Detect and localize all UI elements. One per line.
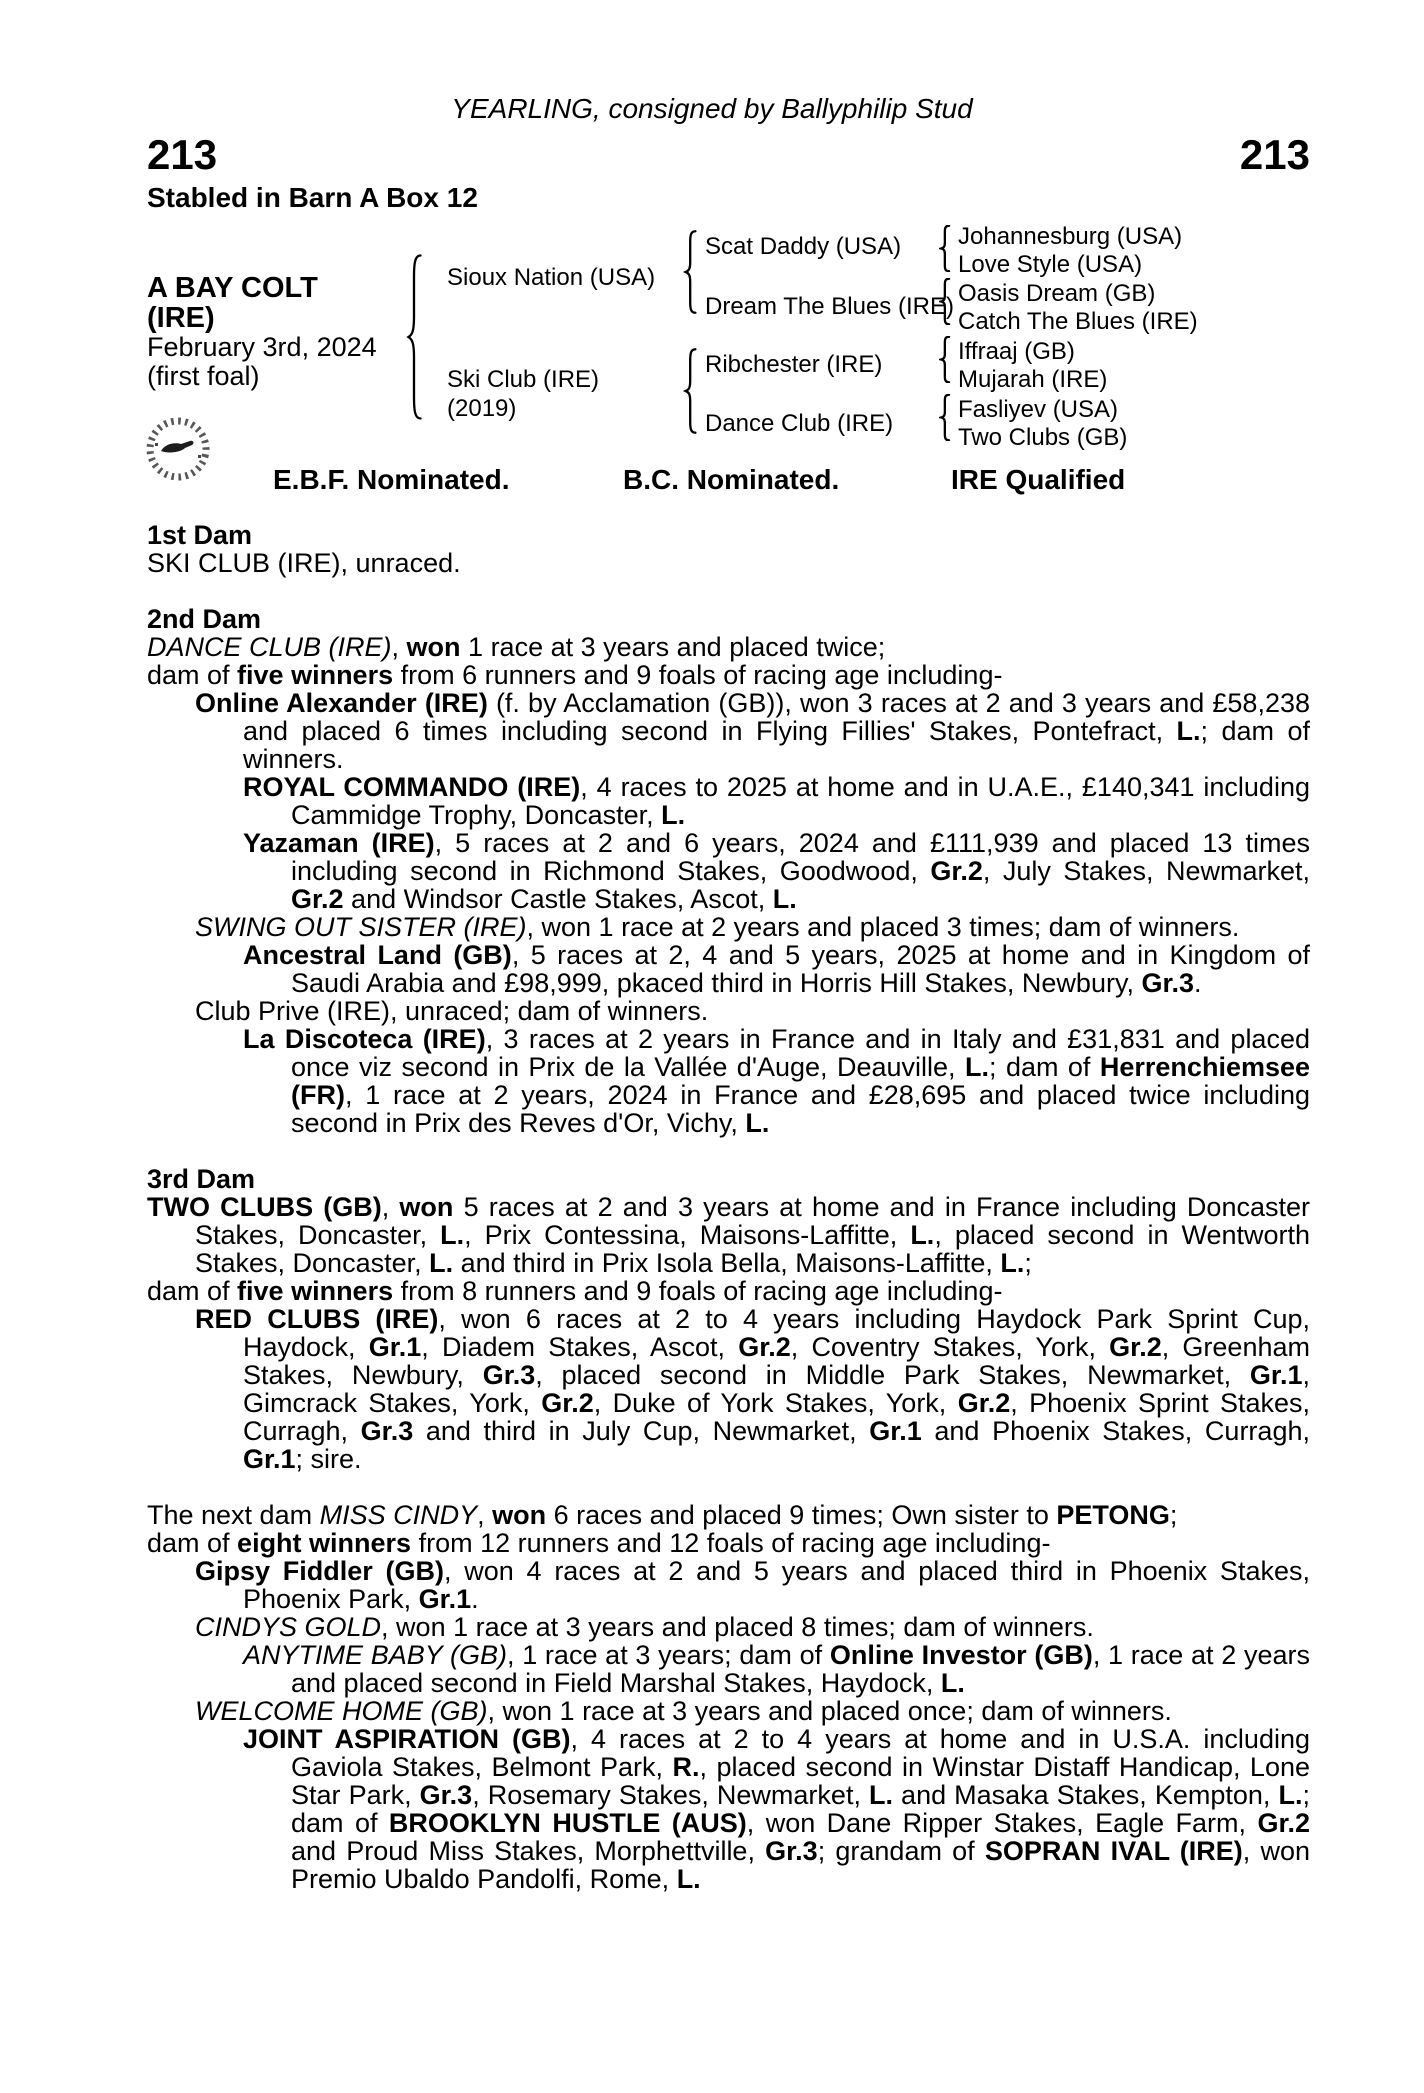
horse-foal-note: (first foal) xyxy=(147,361,260,391)
great-grandparent-2: Love Style (USA) xyxy=(958,251,1143,278)
horse-name: A BAY COLT xyxy=(147,272,318,304)
pedigree-paragraph: SWING OUT SISTER (IRE), won 1 race at 2 years and placed 3 times; dam of winners. xyxy=(195,912,1240,942)
lot-number-right: 213 xyxy=(1239,131,1310,178)
great-grandparent-1: Johannesburg (USA) xyxy=(958,223,1183,250)
section-header: 2nd Dam xyxy=(147,604,262,634)
page-title: YEARLING, consigned by Ballyphilip Stud xyxy=(451,93,973,124)
ire-qualified: IRE Qualified xyxy=(951,464,1126,495)
pedigree-paragraph: CINDYS GOLD, won 1 race at 3 years and placed 8 times; dam of winners. xyxy=(195,1612,1094,1642)
pedigree-paragraph: Yazaman (IRE), 5 races at 2 and 6 years, 2024 and £111,939 and placed 13 times including second in Richmond Stakes, Goodwood, Gr.2, July Stakes, Newmarket, Gr.2 and Windsor Castle Stakes, Ascot, L. xyxy=(243,828,1310,914)
pedigree-paragraph: ROYAL COMMANDO (IRE), 4 races to 2025 at home and in U.A.E., £140,341 including Cammidge Trophy, Doncaster, L. xyxy=(243,772,1310,830)
pedigree-paragraph: TWO CLUBS (GB), won 5 races at 2 and 3 years at home and in France including Doncaster Stakes, Doncaster, L., Prix Contessina, Maisons-Laffitte, L., placed second in Wentworth Stakes, Doncaster, L. and third in Prix Isola Bella, Maisons-Laffitte, L.; xyxy=(147,1192,1311,1278)
great-grandparent-3: Oasis Dream (GB) xyxy=(958,280,1156,307)
pedigree-paragraph: The next dam MISS CINDY, won 6 races and placed 9 times; Own sister to PETONG; xyxy=(147,1500,1178,1530)
pedigree-table xyxy=(147,225,1310,460)
pedigree-section xyxy=(147,1165,1310,1473)
pedigree-text xyxy=(147,521,1310,1893)
horse-foaling-date: February 3rd, 2024 xyxy=(147,332,377,362)
pedigree-brace-gg4 xyxy=(939,394,952,441)
stabling-note: Stabled in Barn A Box 12 xyxy=(147,182,478,213)
section-header: 1st Dam xyxy=(147,520,253,550)
pedigree-paragraph: dam of eight winners from 12 runners and 12 foals of racing age including- xyxy=(147,1528,1051,1558)
dam-name: Ski Club (IRE) xyxy=(447,366,600,393)
nominations-row xyxy=(147,465,1310,495)
pedigree-paragraph: ANYTIME BABY (GB), 1 race at 3 years; dam of Online Investor (GB), 1 race at 2 years and placed second in Field Marshal Stakes, Haydock, L. xyxy=(243,1640,1311,1698)
pedigree-brace-gg1 xyxy=(939,225,952,272)
pedigree-paragraph: dam of five winners from 6 runners and 9 foals of racing age including- xyxy=(147,660,1003,690)
lot-number-row xyxy=(147,131,1310,178)
pedigree-paragraph: La Discoteca (IRE), 3 races at 2 years in France and in Italy and £31,831 and placed once viz second in Prix de la Vallée d'Auge, Deauville, L.; dam of Herrenchiemsee (FR), 1 race at 2 years, 2024 in France and £28,695 and placed twice including second in Prix des Reves d'Or, Vichy, L. xyxy=(243,1024,1311,1138)
dam-year: (2019) xyxy=(447,395,517,422)
pedigree-section xyxy=(147,1501,1310,1893)
great-grandparent-4: Catch The Blues (IRE) xyxy=(958,308,1198,335)
great-grandparent-7: Fasliyev (USA) xyxy=(958,396,1119,423)
granddam-1: Dream The Blues (IRE) xyxy=(705,293,954,320)
sire-name: Sioux Nation (USA) xyxy=(447,264,656,291)
pedigree-paragraph: Online Alexander (IRE) (f. by Acclamation (GB)), won 3 races at 2 and 3 years and £58,238 and placed 6 times including second in Flying Fillies' Stakes, Pontefract, L.; dam of winners. xyxy=(195,688,1310,774)
section-header: 3rd Dam xyxy=(147,1164,256,1194)
great-grandparent-5: Iffraaj (GB) xyxy=(958,338,1075,365)
grandsire-1: Scat Daddy (USA) xyxy=(705,233,902,260)
pedigree-section xyxy=(147,521,1310,577)
dam-name-block xyxy=(447,365,599,423)
ebf-nomination: E.B.F. Nominated. xyxy=(273,464,510,495)
pedigree-brace-dam xyxy=(683,348,699,434)
lot-number-left: 213 xyxy=(147,131,218,178)
horse-name-suffix: (IRE) xyxy=(147,302,215,334)
pedigree-paragraph: RED CLUBS (IRE), won 6 races at 2 to 4 years including Haydock Park Sprint Cup, Haydock, Gr.1, Diadem Stakes, Ascot, Gr.2, Coventry Stakes, York, Gr.2, Greenham Stakes, Newbury, Gr.3, placed second in Middle Park Stakes, Newmarket, Gr.1, Gimcrack Stakes, York, Gr.2, Duke of York Stakes, York, Gr.2, Phoenix Sprint Stakes, Curragh, Gr.3 and third in July Cup, Newmarket, Gr.1 and Phoenix Stakes, Curragh, Gr.1; sire. xyxy=(195,1304,1311,1474)
great-grandparent-8: Two Clubs (GB) xyxy=(958,424,1128,451)
great-grandparent-6: Mujarah (IRE) xyxy=(958,366,1108,393)
pedigree-brace-sire xyxy=(683,230,699,314)
pedigree-paragraph: JOINT ASPIRATION (GB), 4 races at 2 to 4 years at home and in U.S.A. including Gaviola Stakes, Belmont Park, R., placed second in Winstar Distaff Handicap, Lone Star Park, Gr.3, Rosemary Stakes, Newmarket, L. and Masaka Stakes, Kempton, L.; dam of BROOKLYN HUSTLE (AUS), won Dane Ripper Stakes, Eagle Farm, Gr.2 and Proud Miss Stakes, Morphettville, Gr.3; grandam of SOPRAN IVAL (IRE), won Premio Ubaldo Pandolfi, Rome, L. xyxy=(243,1724,1311,1894)
pedigree-paragraph: WELCOME HOME (GB), won 1 race at 3 years and placed once; dam of winners. xyxy=(195,1696,1172,1726)
pedigree-paragraph: DANCE CLUB (IRE), won 1 race at 3 years and placed twice; xyxy=(147,632,886,662)
pedigree-brace-gen1 xyxy=(405,253,425,421)
bc-nomination: B.C. Nominated. xyxy=(623,464,840,495)
consignor-stamp-icon xyxy=(141,413,215,487)
pedigree-paragraph: Ancestral Land (GB), 5 races at 2, 4 and 5 years, 2025 at home and in Kingdom of Saudi Arabia and £98,999, pkaced third in Horris Hill Stakes, Newbury, Gr.3. xyxy=(243,940,1311,998)
pedigree-paragraph: Club Prive (IRE), unraced; dam of winners. xyxy=(195,996,709,1026)
granddam-2: Dance Club (IRE) xyxy=(705,410,894,437)
pedigree-brace-gg2 xyxy=(939,278,952,325)
pedigree-brace-gg3 xyxy=(939,336,952,383)
horse-name-block xyxy=(147,273,377,391)
pedigree-paragraph: Gipsy Fiddler (GB), won 4 races at 2 and 5 years and placed third in Phoenix Stakes, Phoenix Park, Gr.1. xyxy=(195,1556,1310,1614)
pedigree-paragraph: dam of five winners from 8 runners and 9 foals of racing age including- xyxy=(147,1276,1003,1306)
grandsire-2: Ribchester (IRE) xyxy=(705,351,883,378)
pedigree-paragraph: SKI CLUB (IRE), unraced. xyxy=(147,548,461,578)
pedigree-section xyxy=(147,605,1310,1137)
